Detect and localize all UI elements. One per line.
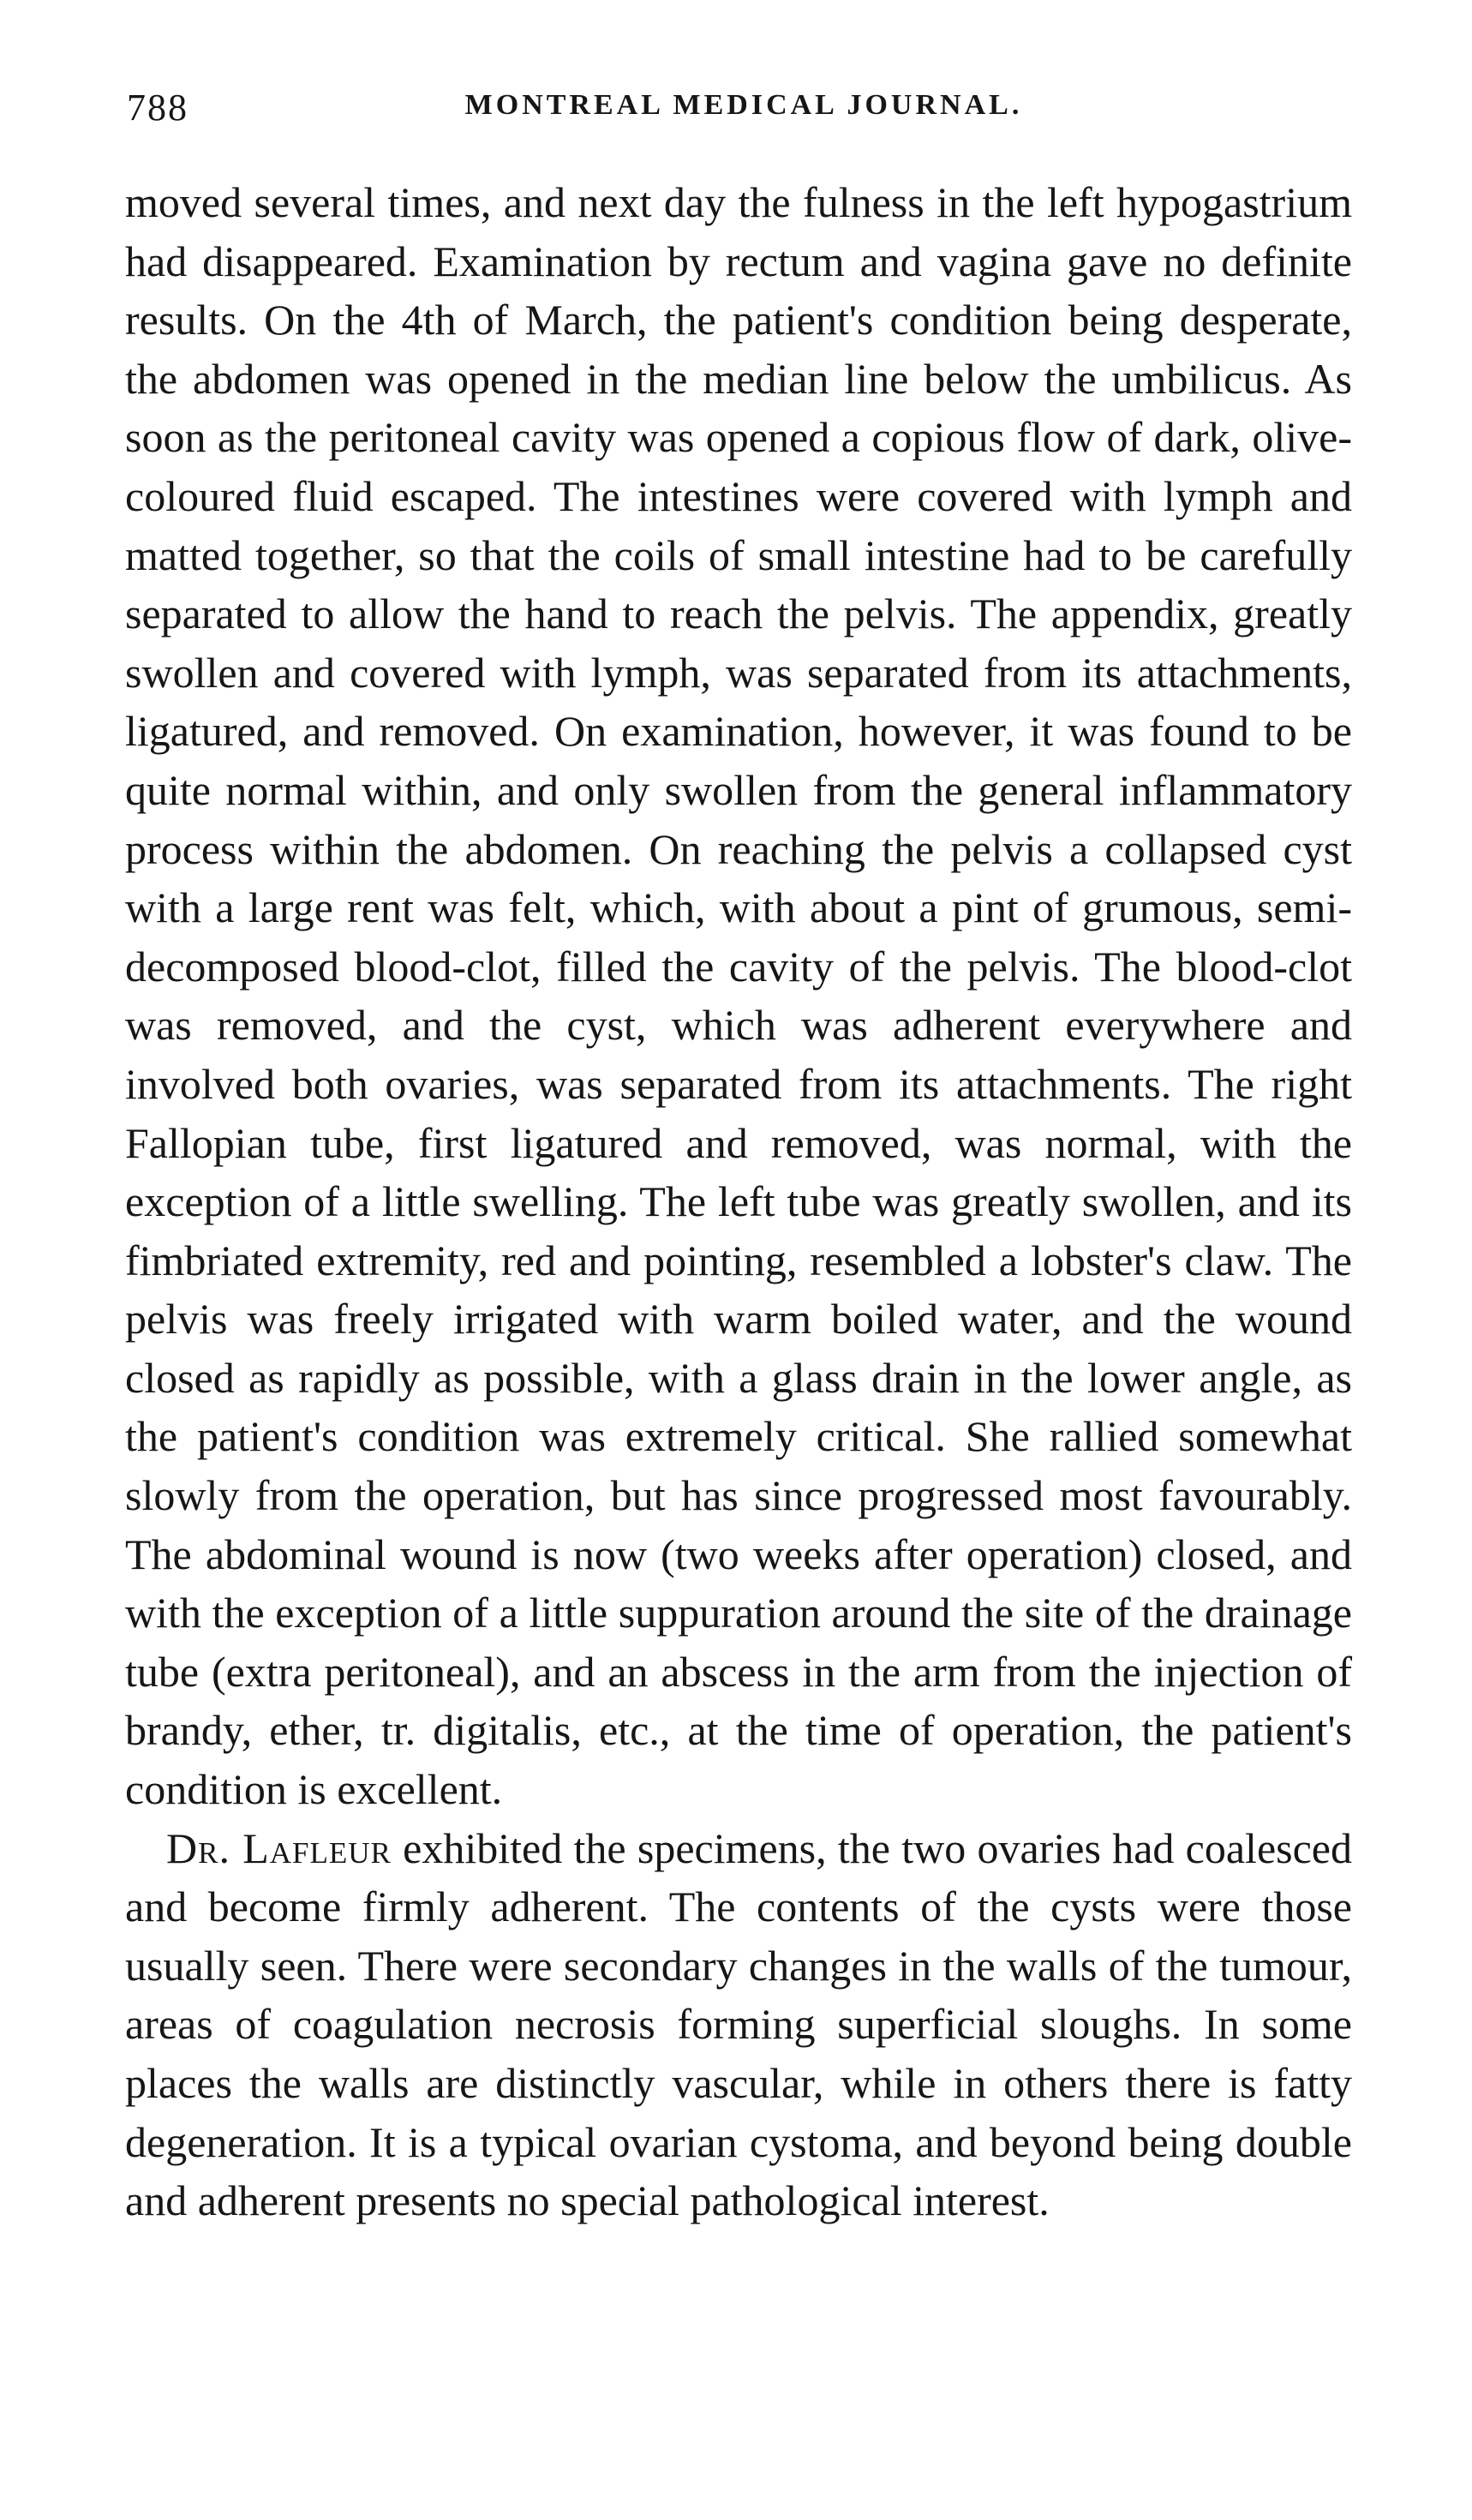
- running-head: [127, 86, 1361, 137]
- journal-title: MONTREAL MEDICAL JOURNAL.: [464, 89, 1023, 121]
- specimen-paragraph-text: exhibited the specimens, the two ovaries had coalesced and become firmly adherent. The contents of the cysts were those usually seen. There were secondary changes in the walls of the tumour, areas of coagulation necrosis forming superficial sloughs. In some places the walls are distinctly vascular, while in others there is fatty degeneration. It is a typical ovarian cystoma, and beyond being double and adherent presents no special pathological interest.: [125, 1823, 1352, 2225]
- speaker-name: Dr. Lafleur: [166, 1823, 392, 1872]
- page-number: 788: [127, 87, 188, 129]
- article-body: [125, 173, 1352, 2230]
- specimen-paragraph: [125, 1819, 1352, 2230]
- case-report-paragraph: moved several times, and next day the fulness in the left hypogastrium had disappeared. Examination by rectum and vagina gave no definite results. On the 4th of March, the patient's condition being desperate, the abdomen was opened in the median line below the umbilicus. As soon as the peritoneal cavity was opened a copious flow of dark, olive-coloured fluid escaped. The intestines were covered with lymph and matted together, so that the coils of small intestine had to be carefully separated to allow the hand to reach the pelvis. The appendix, greatly swollen and covered with lymph, was separated from its attachments, ligatured, and removed. On examination, however, it was found to be quite normal within, and only swollen from the general inflammatory process within the abdomen. On reaching the pelvis a collapsed cyst with a large rent was felt, which, with about a pint of grumous, semi-decomposed blood-clot, filled the cavity of the pelvis. The blood-clot was removed, and the cyst, which was adherent everywhere and involved both ovaries, was separated from its attachments. The right Fallopian tube, first ligatured and removed, was normal, with the exception of a little swelling. The left tube was greatly swollen, and its fimbriated extremity, red and pointing, resembled a lobster's claw. The pelvis was freely irrigated with warm boiled water, and the wound closed as rapidly as possible, with a glass drain in the lower angle, as the patient's condition was extremely critical. She rallied somewhat slowly from the operation, but has since progressed most favourably. The abdominal wound is now (two weeks after operation) closed, and with the exception of a little suppuration around the site of the drainage tube (extra peritoneal), and an abscess in the arm from the injection of brandy, ether, tr. digitalis, etc., at the time of operation, the patient's condition is excellent.: [125, 178, 1352, 1814]
